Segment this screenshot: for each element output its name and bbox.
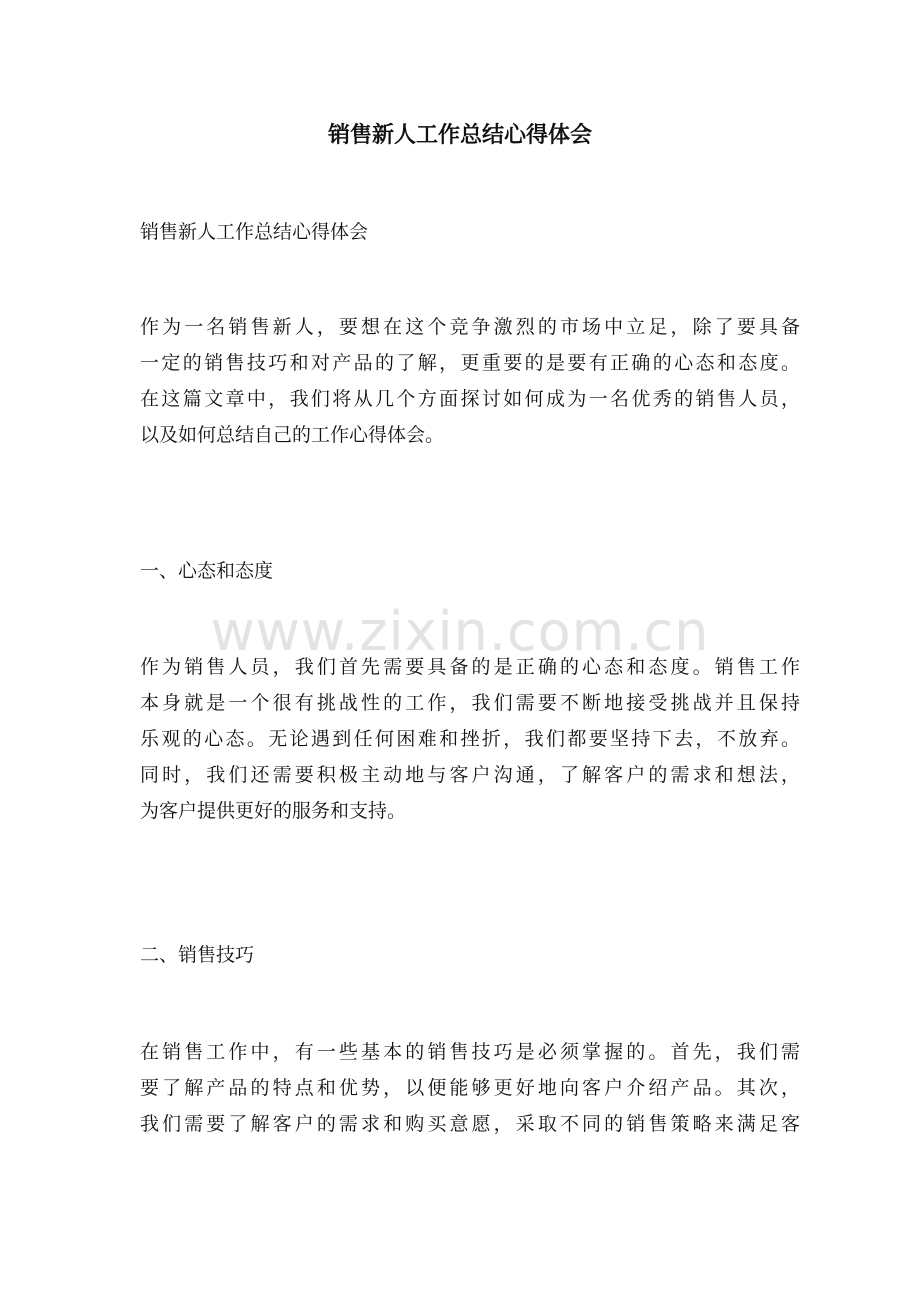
section-heading-mindset: 一、心态和态度 <box>140 560 274 582</box>
paragraph-mindset <box>140 649 800 829</box>
text-line: 作为销售人员，我们首先需要具备的是正确的心态和态度。销售工作 <box>140 656 800 678</box>
text-line: 乐观的心态。无论遇到任何困难和挫折，我们都要坚持下去，不放弃。 <box>140 728 800 750</box>
text-line: 要了解产品的特点和优势，以便能够更好地向客户介绍产品。其次， <box>140 1077 800 1099</box>
section-heading-skills: 二、销售技巧 <box>140 944 255 966</box>
text-line: 作为一名销售新人，要想在这个竞争激烈的市场中立足，除了要具备 <box>140 316 800 338</box>
text-line: 在销售工作中，有一些基本的销售技巧是必须掌握的。首先，我们需 <box>140 1041 800 1063</box>
text-line: 我们需要了解客户的需求和购买意愿，采取不同的销售策略来满足客 <box>140 1113 800 1135</box>
paragraph-intro <box>140 309 800 453</box>
page-title: 销售新人工作总结心得体会 <box>327 123 592 148</box>
watermark: www.zixin.com.cn <box>210 600 710 663</box>
paragraph-skills <box>140 1034 800 1142</box>
text-line: 一定的销售技巧和对产品的了解，更重要的是要有正确的心态和态度。 <box>140 352 800 374</box>
text-line: 本身就是一个很有挑战性的工作，我们需要不断地接受挑战并且保持 <box>140 692 800 714</box>
text-line: 在这篇文章中，我们将从几个方面探讨如何成为一名优秀的销售人员， <box>140 388 800 410</box>
text-line: 同时，我们还需要积极主动地与客户沟通，了解客户的需求和想法， <box>140 764 800 786</box>
text-line: 以及如何总结自己的工作心得体会。 <box>140 424 445 446</box>
subtitle: 销售新人工作总结心得体会 <box>140 221 369 243</box>
text-line: 为客户提供更好的服务和支持。 <box>140 800 407 822</box>
